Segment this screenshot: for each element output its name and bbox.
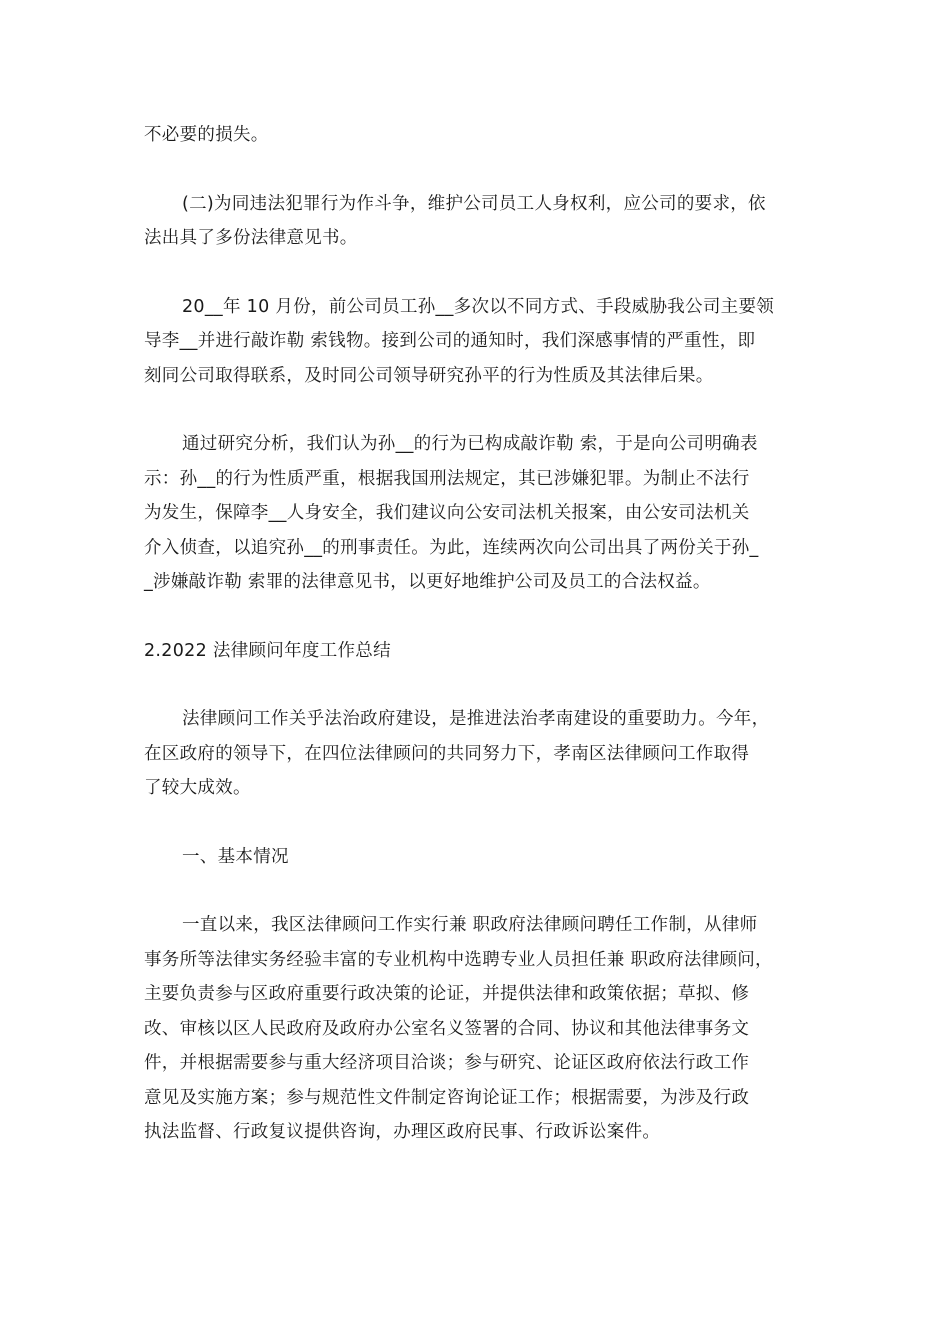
text-line: 主要负责参与区政府重要行政决策的论证，并提供法律和政策依据；草拟、修 xyxy=(144,984,750,1004)
paragraph-5 xyxy=(144,702,816,806)
paragraph-6 xyxy=(144,908,816,1150)
text-line: 一直以来，我区法律顾问工作实行兼 职政府法律顾问聘任工作制，从律师 xyxy=(182,915,758,935)
text-line: 示：孙__的行为性质严重，根据我国刑法规定，其已涉嫌犯罪。为制止不法行 xyxy=(144,468,750,489)
text-line: _涉嫌敲诈勒 索罪的法律意见书，以更好地维护公司及员工的合法权益。 xyxy=(144,572,711,592)
text-line: 通过研究分析，我们认为孙__的行为已构成敲诈勒 索，于是向公司明确表 xyxy=(182,434,758,454)
text-line: (二)为同违法犯罪行为作斗争，维护公司员工人身权利，应公司的要求，依 xyxy=(182,193,766,214)
paragraph-2 xyxy=(144,187,816,256)
text-line: 法出具了多份法律意见书。 xyxy=(144,228,358,248)
text-line: 改、审核以区人民政府及政府办公室名义签署的合同、协议和其他法律事务文 xyxy=(144,1018,750,1039)
text-line: 导李__并进行敲诈勒 索钱物。接到公司的通知时，我们深感事情的严重性，即 xyxy=(144,331,756,351)
paragraph-4 xyxy=(144,427,816,600)
text-line: 了较大成效。 xyxy=(144,778,251,798)
text-line: 法律顾问工作关乎法治政府建设，是推进法治孝南建设的重要助力。今年， xyxy=(182,709,770,729)
paragraph-3 xyxy=(144,290,816,394)
text-line: 为发生，保障李__人身安全，我们建议向公安司法机关报案，由公安司法机关 xyxy=(144,503,750,523)
text-line: 2.2022 法律顾问年度工作总结 xyxy=(144,640,391,661)
text-line: 意见及实施方案；参与规范性文件制定咨询论证工作；根据需要，为涉及行政 xyxy=(144,1087,750,1108)
paragraph-1 xyxy=(144,118,816,153)
text-line: 20__年 10 月份，前公司员工孙__多次以不同方式、手段威胁我公司主要领 xyxy=(182,296,775,317)
text-line: 事务所等法律实务经验丰富的专业机构中选聘专业人员担任兼 职政府法律顾问， xyxy=(144,949,773,970)
text-line: 执法监督、行政复议提供咨询，办理区政府民事、行政诉讼案件。 xyxy=(144,1122,661,1142)
text-line: 介入侦查，以追究孙__的刑事责任。为此，连续两次向公司出具了两份关于孙_ xyxy=(144,537,759,558)
text-line: 件，并根据需要参与重大经济项目洽谈；参与研究、论证区政府依法行政工作 xyxy=(144,1053,750,1073)
text-line: 在区政府的领导下，在四位法律顾问的共同努力下，孝南区法律顾问工作取得 xyxy=(144,743,750,764)
text-line: 不必要的损失。 xyxy=(144,125,269,145)
text-line: 刻同公司取得联系，及时同公司领导研究孙平的行为性质及其法律后果。 xyxy=(144,365,714,386)
document-page xyxy=(144,118,816,1150)
text-line: 一、基本情况 xyxy=(182,846,289,867)
section-heading xyxy=(144,634,816,669)
subheading-basic-info xyxy=(144,840,816,875)
